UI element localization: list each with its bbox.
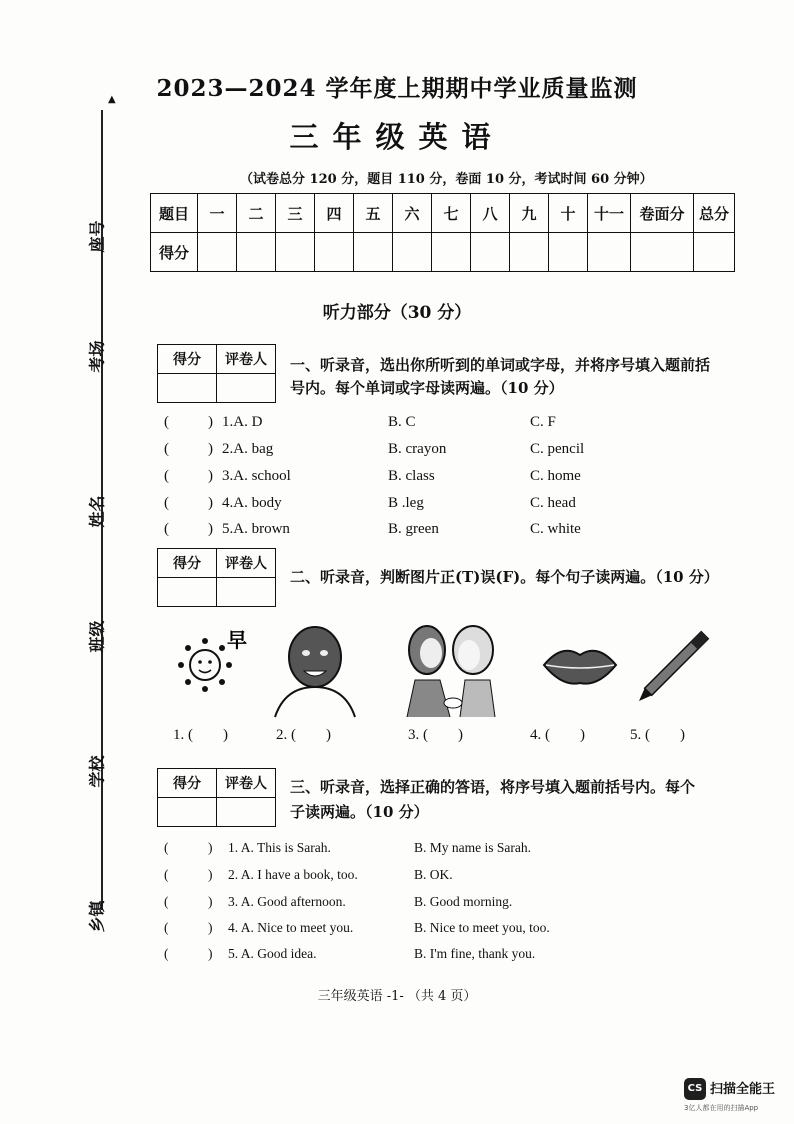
- option-b: B .leg: [388, 495, 424, 511]
- score-cell[interactable]: [393, 233, 432, 272]
- boy-face-icon: [275, 627, 355, 717]
- score-col: 四: [315, 194, 354, 233]
- lips-icon: [544, 651, 616, 684]
- listening-heading: 听力部分（30 分）: [322, 303, 472, 323]
- reply-b: B. Good morning.: [414, 894, 513, 909]
- score-cell[interactable]: [631, 233, 694, 272]
- picture-answer-2[interactable]: 2. ( ): [276, 727, 331, 743]
- option-a: 4.A. body: [222, 495, 282, 511]
- score-cell[interactable]: [694, 233, 735, 272]
- picture-answer-3[interactable]: 3. ( ): [408, 727, 463, 743]
- option-c: C. white: [530, 521, 581, 537]
- grader-score-label: 得分: [158, 769, 217, 798]
- label-school: 学校: [87, 755, 107, 788]
- grader-name-label: 评卷人: [217, 549, 276, 578]
- score-col: 总分: [694, 194, 735, 233]
- label-room: 考场: [87, 340, 107, 373]
- answer-paren-open[interactable]: (: [164, 867, 169, 882]
- score-col: 六: [393, 194, 432, 233]
- grader-name-cell[interactable]: [217, 374, 276, 403]
- answer-paren-open[interactable]: (: [164, 441, 169, 457]
- grader-name-label: 评卷人: [217, 345, 276, 374]
- part3-instruction-line2: 子读两遍。（10 分）: [290, 803, 429, 821]
- score-cell[interactable]: [198, 233, 237, 272]
- answer-paren-close: ): [208, 521, 213, 537]
- reply-a: 5. A. Good idea.: [228, 946, 317, 961]
- margin-dot: ▲: [108, 94, 116, 105]
- score-cell[interactable]: [315, 233, 354, 272]
- option-b: B. class: [388, 468, 435, 484]
- reply-b: B. I'm fine, thank you.: [414, 946, 536, 961]
- grader-score-cell[interactable]: [158, 374, 217, 403]
- exam-subtitle: 三年级英语: [289, 120, 505, 154]
- option-c: C. head: [530, 495, 576, 511]
- score-cell[interactable]: [237, 233, 276, 272]
- camscanner-tagline: 3亿人都在用的扫描App: [684, 1104, 759, 1112]
- answer-paren-close: ): [208, 495, 213, 511]
- score-row-label: 题目: [151, 194, 198, 233]
- handshake-icon: [407, 626, 495, 717]
- option-c: C. home: [530, 468, 581, 484]
- camscanner-name: 扫描全能王: [710, 1082, 776, 1097]
- camscanner-logo-icon: CS: [684, 1078, 706, 1100]
- sun-icon: [178, 628, 247, 692]
- score-col: 二: [237, 194, 276, 233]
- grader-score-cell[interactable]: [158, 798, 217, 827]
- score-cell[interactable]: [471, 233, 510, 272]
- score-col: 卷面分: [631, 194, 694, 233]
- score-col: 八: [471, 194, 510, 233]
- score-cell[interactable]: [549, 233, 588, 272]
- grader-name-label: 评卷人: [217, 769, 276, 798]
- score-col: 五: [354, 194, 393, 233]
- grader-name-cell[interactable]: [217, 798, 276, 827]
- answer-paren-open[interactable]: (: [164, 894, 169, 909]
- part2-instruction: 二、听录音，判断图片正(T)误(F)。每个句子读两遍。（10 分）: [290, 568, 719, 586]
- exam-note: （试卷总分 120 分，题目 110 分，卷面 10 分，考试时间 60 分钟）: [240, 172, 653, 187]
- label-town: 乡镇: [87, 900, 107, 933]
- score-col: 三: [276, 194, 315, 233]
- score-col: 十一: [588, 194, 631, 233]
- reply-a: 2. A. I have a book, too.: [228, 867, 358, 882]
- answer-paren-close: ): [208, 414, 213, 430]
- score-row-label: 得分: [151, 233, 198, 272]
- score-cell[interactable]: [276, 233, 315, 272]
- answer-paren-open[interactable]: (: [164, 920, 169, 935]
- grader-score-label: 得分: [158, 345, 217, 374]
- score-cell[interactable]: [588, 233, 631, 272]
- grader-score-label: 得分: [158, 549, 217, 578]
- option-a: 2.A. bag: [222, 441, 274, 457]
- reply-a: 3. A. Good afternoon.: [228, 894, 346, 909]
- option-b: B. C: [388, 414, 416, 430]
- label-seat: 座号: [87, 220, 107, 253]
- grader-box-3: [157, 768, 276, 827]
- score-cell[interactable]: [432, 233, 471, 272]
- answer-paren-close: ): [208, 840, 213, 855]
- score-col: 一: [198, 194, 237, 233]
- answer-paren-open[interactable]: (: [164, 468, 169, 484]
- option-a: 5.A. brown: [222, 521, 290, 537]
- answer-paren-open[interactable]: (: [164, 946, 169, 961]
- grader-score-cell[interactable]: [158, 578, 217, 607]
- exam-title: 2023—2024 学年度上期期中学业质量监测: [156, 75, 638, 102]
- answer-paren-open[interactable]: (: [164, 521, 169, 537]
- option-b: B. crayon: [388, 441, 447, 457]
- picture-answer-4[interactable]: 4. ( ): [530, 727, 585, 743]
- picture-answer-5[interactable]: 5. ( ): [630, 727, 685, 743]
- answer-paren-close: ): [208, 946, 213, 961]
- label-class: 班级: [87, 620, 107, 653]
- answer-paren-open[interactable]: (: [164, 840, 169, 855]
- answer-paren-open[interactable]: (: [164, 495, 169, 511]
- reply-b: B. OK.: [414, 867, 453, 882]
- score-cell[interactable]: [354, 233, 393, 272]
- part1-instruction-line1: 一、听录音，选出你所听到的单词或字母，并将序号填入题前括: [290, 356, 711, 374]
- answer-paren-close: ): [208, 867, 213, 882]
- page-footer: 三年级英语 -1- （共 4 页）: [317, 989, 477, 1004]
- reply-b: B. Nice to meet you, too.: [414, 920, 550, 935]
- sun-char: 早: [227, 628, 247, 652]
- score-col: 七: [432, 194, 471, 233]
- part2-pictures: [170, 620, 770, 720]
- score-col: 十: [549, 194, 588, 233]
- option-a: 1.A. D: [222, 414, 263, 430]
- grader-box-1: [157, 344, 276, 403]
- score-col: 九: [510, 194, 549, 233]
- answer-paren-close: ): [208, 894, 213, 909]
- label-name: 姓名: [87, 495, 107, 528]
- part3-instruction-line1: 三、听录音，选择正确的答语，将序号填入题前括号内。每个: [290, 778, 696, 796]
- part1-instruction-line2: 号内。每个单词或字母读两遍。（10 分）: [290, 379, 564, 397]
- answer-paren-close: ): [208, 441, 213, 457]
- score-table-header-row: [151, 194, 735, 233]
- score-table: [150, 193, 735, 272]
- option-c: C. F: [530, 414, 556, 430]
- pen-icon: [635, 632, 708, 705]
- picture-answer-1[interactable]: 1. ( ): [173, 727, 228, 743]
- answer-paren-open[interactable]: (: [164, 414, 169, 430]
- grader-name-cell[interactable]: [217, 578, 276, 607]
- reply-b: B. My name is Sarah.: [414, 840, 531, 855]
- grader-box-2: [157, 548, 276, 607]
- reply-a: 1. A. This is Sarah.: [228, 840, 331, 855]
- score-cell[interactable]: [510, 233, 549, 272]
- reply-a: 4. A. Nice to meet you.: [228, 920, 354, 935]
- option-b: B. green: [388, 521, 439, 537]
- score-table-score-row: [151, 233, 735, 272]
- answer-paren-close: ): [208, 920, 213, 935]
- option-c: C. pencil: [530, 441, 585, 457]
- option-a: 3.A. school: [222, 468, 291, 484]
- answer-paren-close: ): [208, 468, 213, 484]
